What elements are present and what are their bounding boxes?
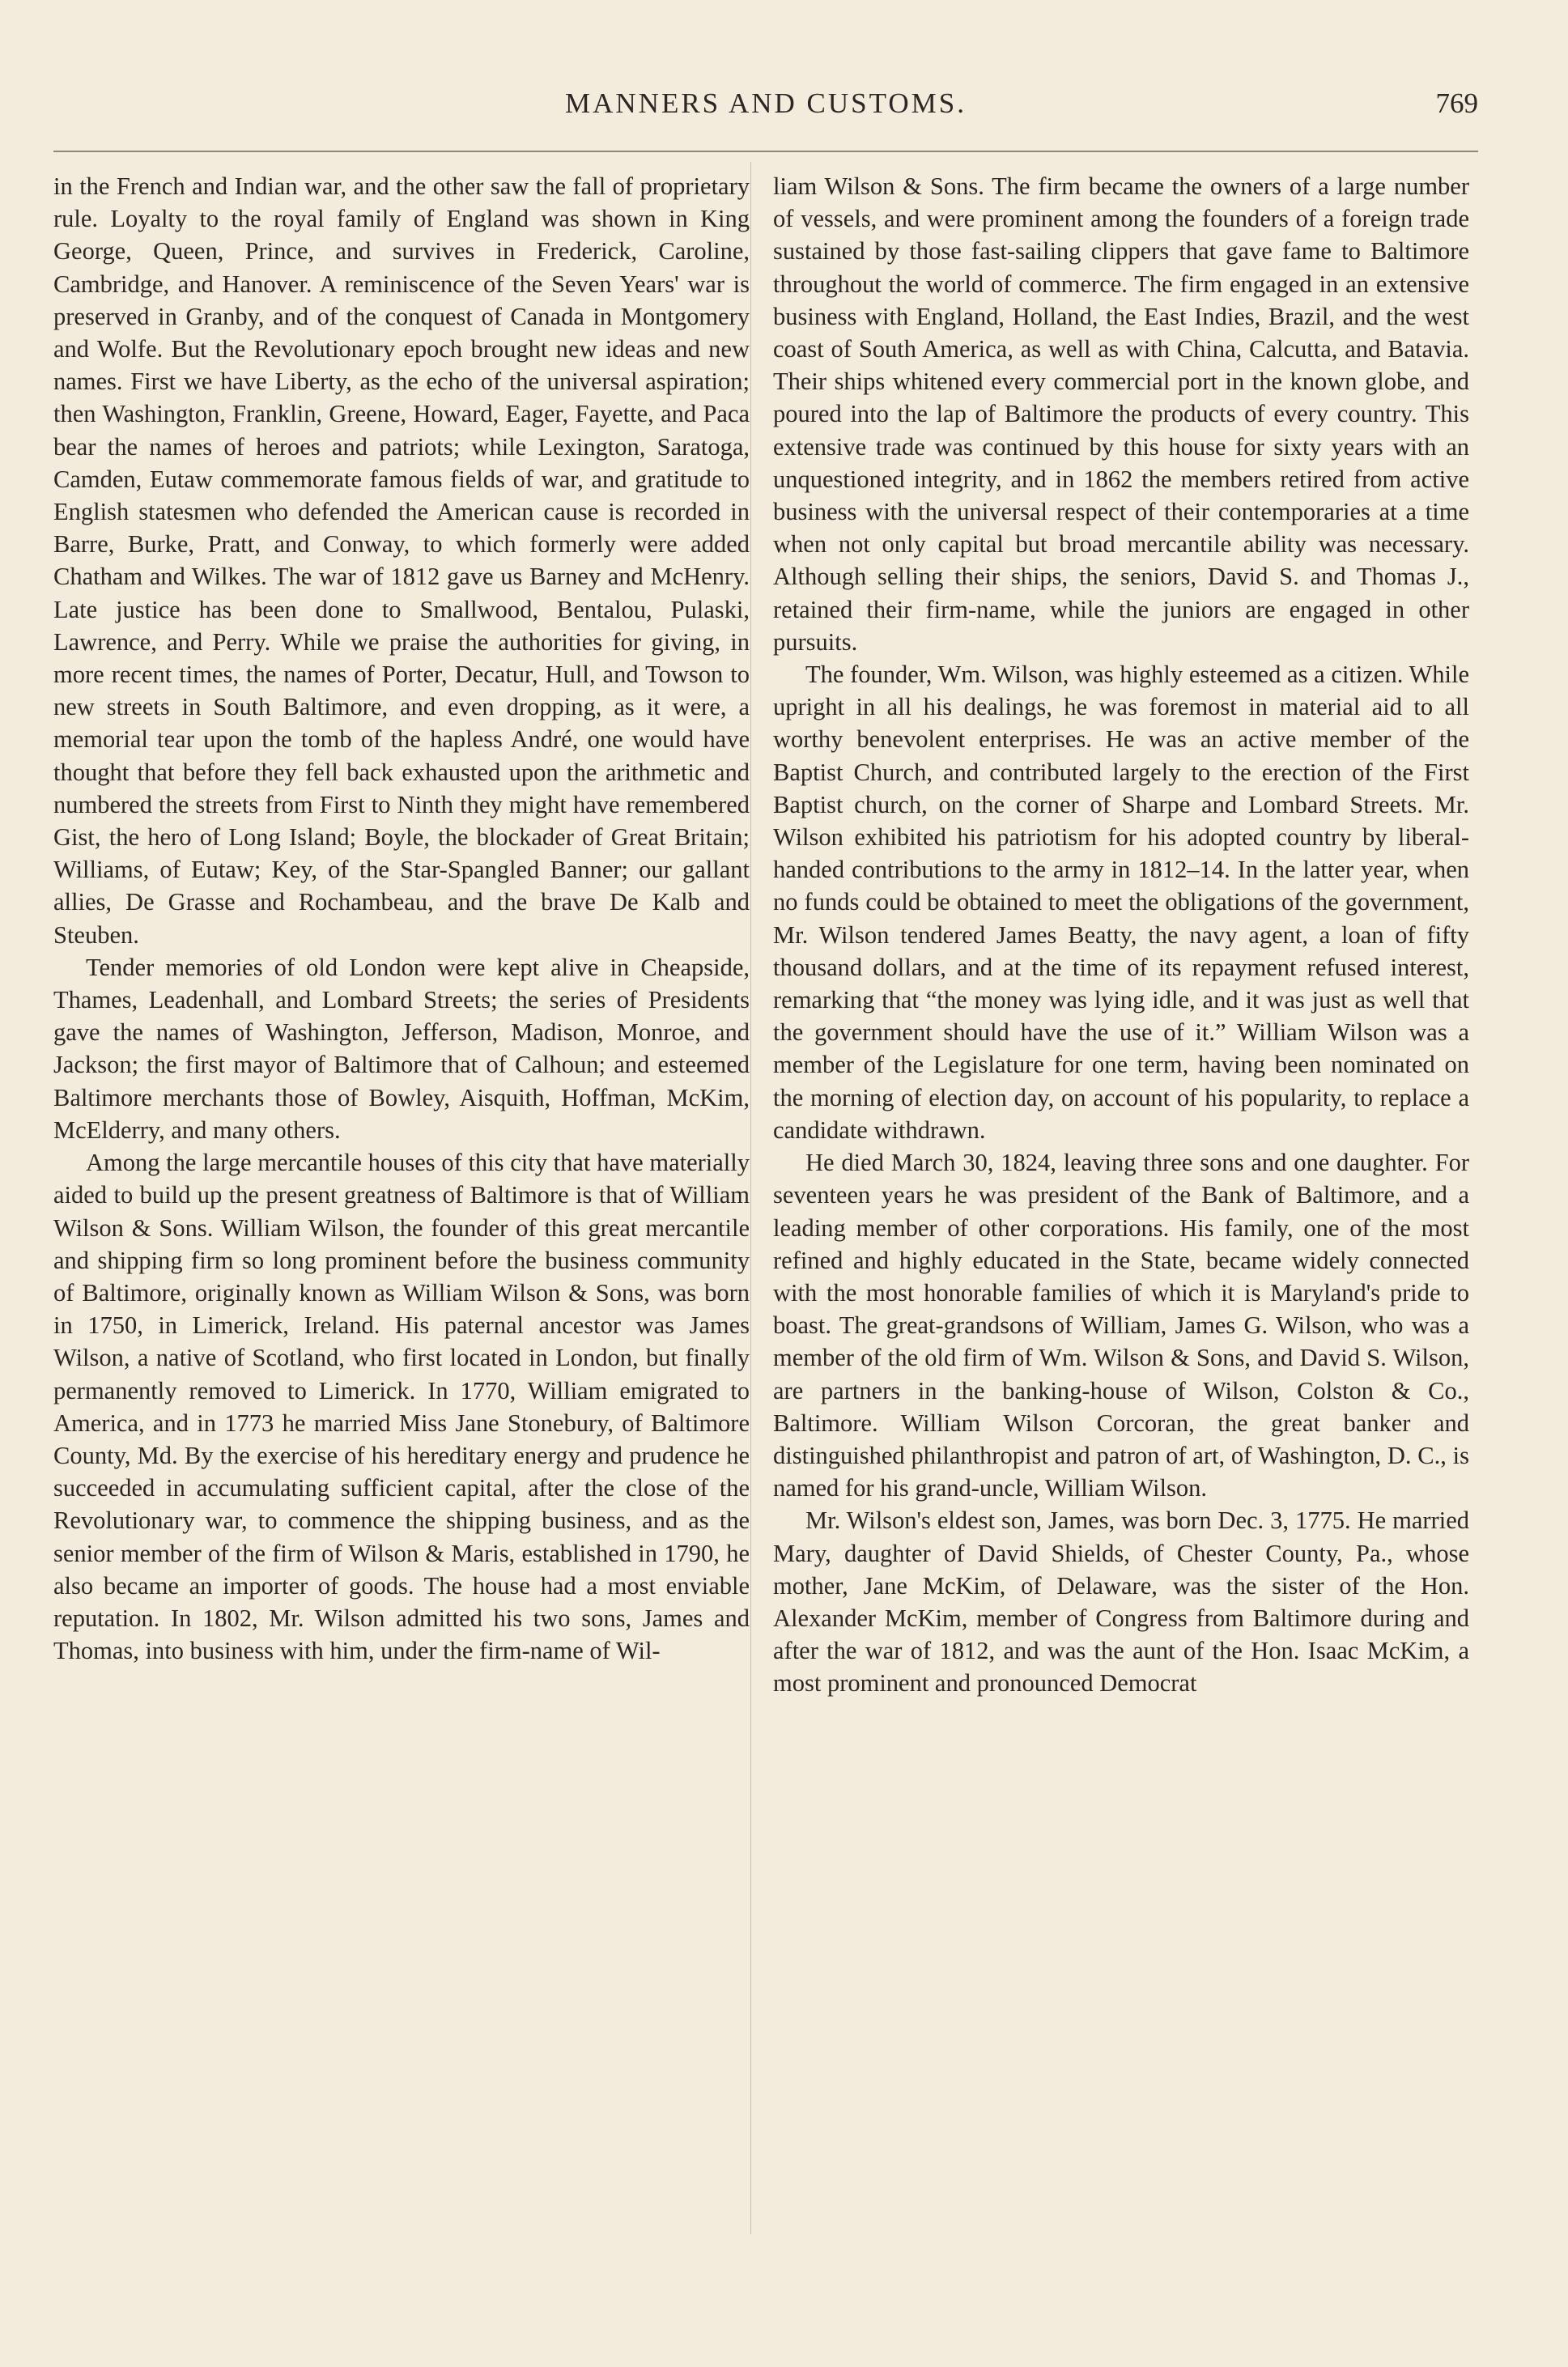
page-number: 769: [1435, 87, 1478, 119]
column-divider: [750, 162, 751, 2234]
right-column: [773, 170, 1469, 1700]
paragraph: Among the large mercantile houses of this city that have materially aided to build up the present greatness of Baltimore is that of William Wilson & Sons. William Wilson, the founder of this great mercantile and shipping firm so long prominent before the business community of Baltimore, originally known as William Wilson & Sons, was born in 1750, in Limerick, Ireland. His paternal ancestor was James Wilson, a native of Scotland, who first located in London, but finally permanently removed to Limerick. In 1770, William emigrated to America, and in 1773 he married Miss Jane Stonebury, of Baltimore County, Md. By the exercise of his hereditary energy and prudence he succeeded in accumulating sufficient capital, after the close of the Revolutionary war, to commence the shipping business, and as the senior member of the firm of Wilson & Maris, established in 1790, he also became an importer of goods. The house had a most enviable reputation. In 1802, Mr. Wilson admitted his two sons, James and Thomas, into business with him, under the firm-name of Wil-: [53, 1149, 750, 1665]
paragraph: The founder, Wm. Wilson, was highly esteemed as a citizen. While upright in all his dealings, he was foremost in material aid to all worthy benevolent enterprises. He was an active member of the Baptist Church, and contributed largely to the erection of the First Baptist church, on the corner of Sharpe and Lombard Streets. Mr. Wilson exhibited his patriotism for his adopted country by liberal-handed contributions to the army in 1812–14. In the latter year, when no funds could be obtained to meet the obligations of the government, Mr. Wilson tendered James Beatty, the navy agent, a loan of fifty thousand dollars, and at the time of its repayment refused interest, remarking that “the money was lying idle, and it was just as well that the government should have the use of it.” William Wilson was a member of the Legislature for one term, having been nominated on the morning of election day, on account of his popularity, to replace a candidate withdrawn.: [773, 661, 1469, 1144]
paragraph: liam Wilson & Sons. The firm became the owners of a large number of vessels, and were prominent among the founders of a foreign trade sustained by those fast-sailing clippers that gave fame to Baltimore throughout the world of commerce. The firm engaged in an extensive business with England, Holland, the East Indies, Brazil, and the west coast of South America, as well as with China, Calcutta, and Batavia. Their ships whitened every commercial port in the known globe, and poured into the lap of Baltimore the products of every country. This extensive trade was continued by this house for sixty years with an unquestioned integrity, and in 1862 the members retired from active business with the universal respect of their contemporaries at a time when not only capital but broad mercantile ability was necessary. Although selling their ships, the seniors, David S. and Thomas J., retained their firm-name, while the juniors are engaged in other pursuits.: [773, 172, 1469, 656]
paragraph: in the French and Indian war, and the other saw the fall of proprietary rule. Loyalty to the royal family of England was shown in King George, Queen, Prince, and survives in Frederick, Caroline, Cambridge, and Hanover. A reminiscence of the Seven Years' war is preserved in Granby, and of the conquest of Canada in Montgomery and Wolfe. But the Revolutionary epoch brought new ideas and new names. First we have Liberty, as the echo of the universal aspiration; then Washington, Franklin, Greene, Howard, Eager, Fayette, and Paca bear the names of heroes and patriots; while Lexington, Saratoga, Camden, Eutaw commemorate famous fields of war, and gratitude to English statesmen who defended the American cause is recorded in Barre, Burke, Pratt, and Conway, to which formerly were added Chatham and Wilkes. The war of 1812 gave us Barney and McHenry. Late justice has been done to Smallwood, Bentalou, Pulaski, Lawrence, and Perry. While we praise the authorities for giving, in more recent times, the names of Porter, Decatur, Hull, and Towson to new streets in South Baltimore, and even dropping, as it were, a memorial tear upon the tomb of the hapless André, one would have thought that before they fell back exhausted upon the arithmetic and numbered the streets from First to Ninth they might have remembered Gist, the hero of Long Island; Boyle, the blockader of Great Britain; Williams, of Eutaw; Key, of the Star-Spangled Banner; our gallant allies, De Grasse and Rochambeau, and the brave De Kalb and Steuben.: [53, 172, 750, 949]
header-rule: [53, 151, 1478, 152]
page-header: [53, 87, 1478, 136]
left-column: [53, 170, 750, 1667]
running-title: MANNERS AND CUSTOMS.: [565, 87, 967, 119]
paragraph: He died March 30, 1824, leaving three sons and one daughter. For seventeen years he was president of the Bank of Baltimore, and a leading member of other corporations. His family, one of the most refined and highly educated in the State, became widely connected with the most honorable families of which it is Maryland's pride to boast. The great-grandsons of William, James G. Wilson, who was a member of the old firm of Wm. Wilson & Sons, and David S. Wilson, are partners in the banking-house of Wilson, Colston & Co., Baltimore. William Wilson Corcoran, the great banker and distinguished philanthropist and patron of art, of Washington, D. C., is named for his grand-uncle, William Wilson.: [773, 1149, 1469, 1502]
paragraph: Tender memories of old London were kept alive in Cheapside, Thames, Leadenhall, and Lombard Streets; the series of Presidents gave the names of Washington, Jefferson, Madison, Monroe, and Jackson; the first mayor of Baltimore that of Calhoun; and esteemed Baltimore merchants those of Bowley, Aisquith, Hoffman, McKim, McElderry, and many others.: [53, 953, 750, 1144]
paragraph: Mr. Wilson's eldest son, James, was born Dec. 3, 1775. He married Mary, daughter of David Shields, of Chester County, Pa., whose mother, Jane McKim, of Delaware, was the sister of the Hon. Alexander McKim, member of Congress from Baltimore during and after the war of 1812, and was the aunt of the Hon. Isaac McKim, a most prominent and pronounced Democrat: [773, 1506, 1469, 1698]
